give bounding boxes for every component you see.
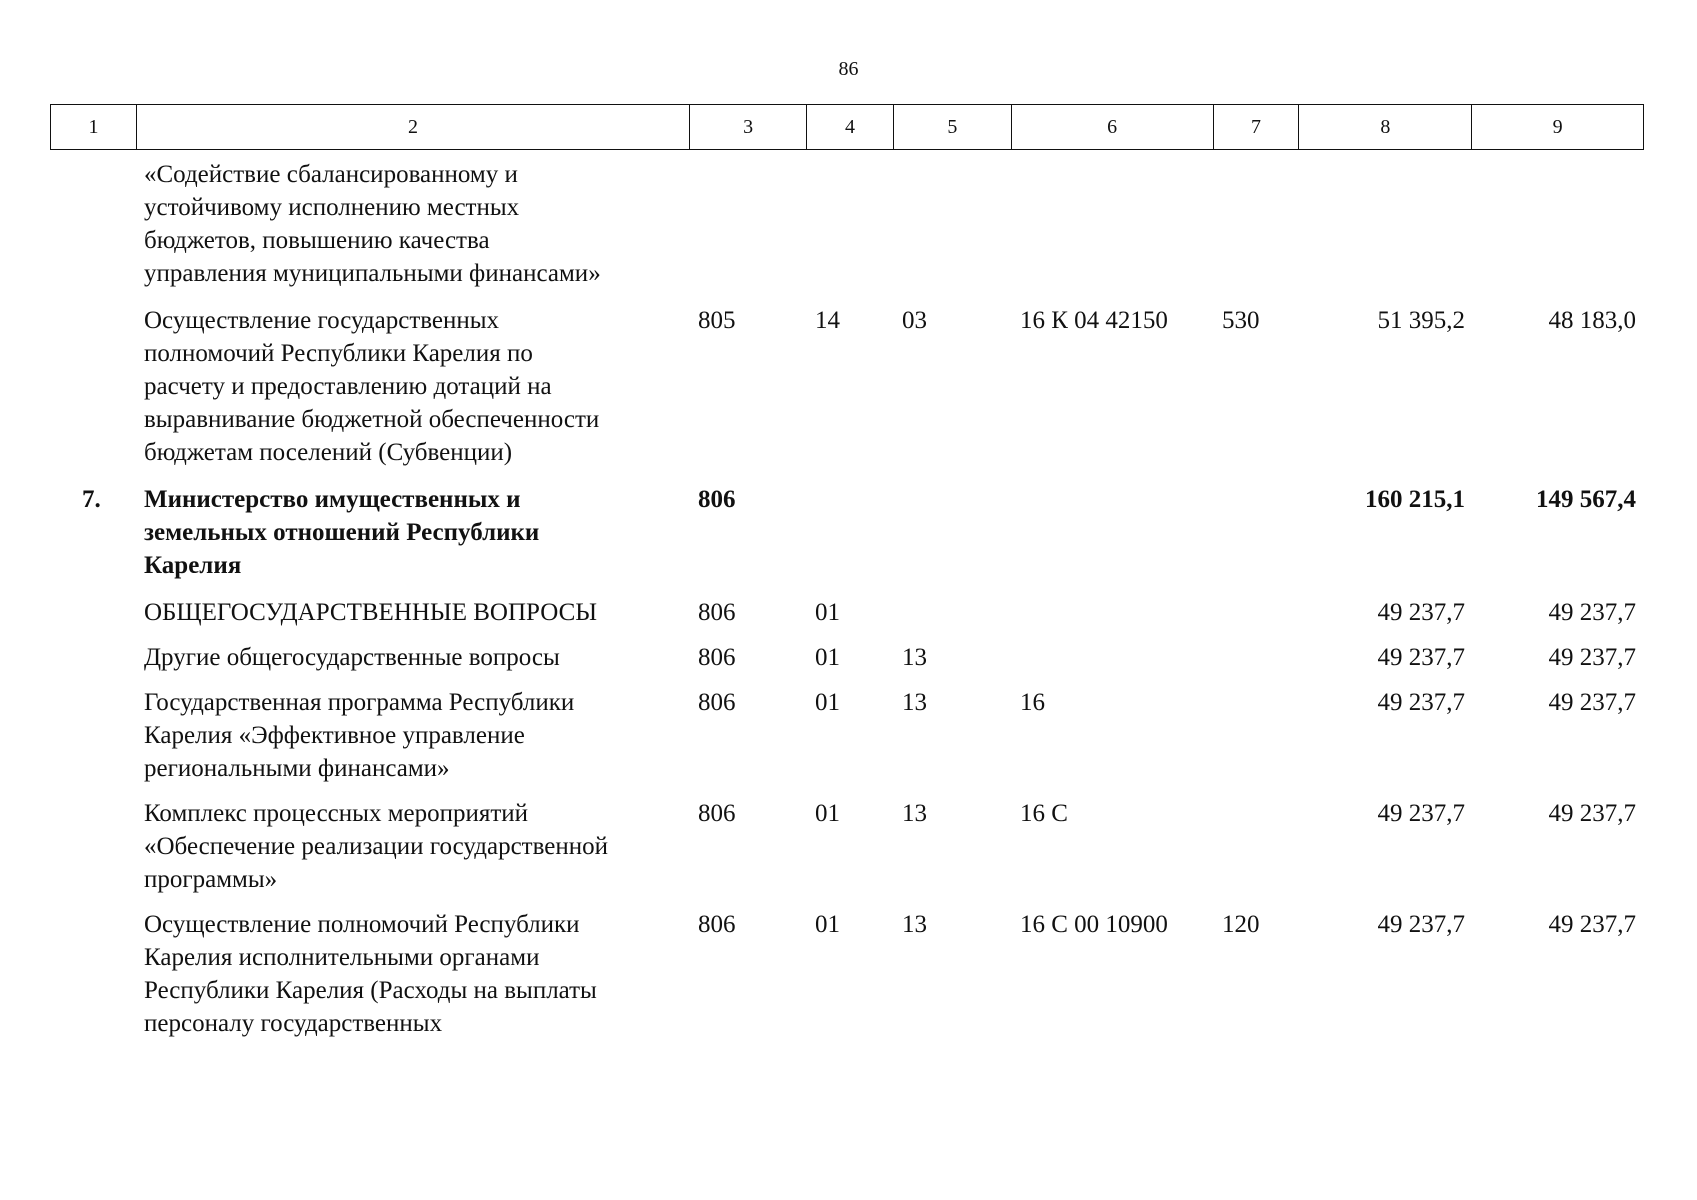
row-name: Государственная программа Республики Карелия «Эффективное управление региональными финансами» <box>144 689 575 782</box>
row-col7: 120 <box>1222 911 1260 938</box>
row-col9: 49 237,7 <box>1548 689 1636 716</box>
row-col7 <box>1214 797 1300 896</box>
row-number <box>50 908 136 1040</box>
row-col4: 01 <box>815 599 840 626</box>
row-col3: 806 <box>698 644 736 671</box>
header-cell-1: 1 <box>51 105 137 149</box>
table-row <box>50 304 1644 469</box>
row-col9 <box>1473 158 1644 290</box>
row-col3: 806 <box>698 689 736 716</box>
row-col9: 49 237,7 <box>1548 644 1636 671</box>
row-col8: 49 237,7 <box>1377 800 1465 827</box>
budget-table <box>50 104 1644 1040</box>
row-name: ОБЩЕГОСУДАРСТВЕННЫЕ ВОПРОСЫ <box>144 599 598 626</box>
table-row <box>50 641 1644 674</box>
row-col8 <box>1300 158 1473 290</box>
row-col4 <box>807 158 894 290</box>
row-col5 <box>894 483 1012 582</box>
row-col3: 806 <box>698 599 736 626</box>
row-col7 <box>1214 641 1300 674</box>
table-row <box>50 483 1644 582</box>
row-col8: 49 237,7 <box>1377 911 1465 938</box>
header-cell-5: 5 <box>894 105 1012 149</box>
row-col4: 14 <box>815 307 840 334</box>
row-col4: 01 <box>815 644 840 671</box>
row-col5: 13 <box>902 689 927 716</box>
table-body <box>50 158 1644 1040</box>
row-col6 <box>1012 158 1214 290</box>
table-row <box>50 686 1644 785</box>
row-col6: 16 <box>1020 689 1045 716</box>
row-number: 7. <box>82 486 101 513</box>
row-col6 <box>1012 641 1214 674</box>
row-col8: 160 215,1 <box>1365 486 1465 513</box>
row-col7 <box>1214 158 1300 290</box>
row-col3: 806 <box>698 911 736 938</box>
row-col3: 806 <box>698 800 736 827</box>
row-col3: 805 <box>698 307 736 334</box>
header-cell-8: 8 <box>1299 105 1472 149</box>
row-col4: 01 <box>815 689 840 716</box>
row-col8: 49 237,7 <box>1377 689 1465 716</box>
row-col5: 13 <box>902 800 927 827</box>
row-name: Министерство имущественных и земельных отношений Республики Карелия <box>144 486 540 579</box>
row-col6 <box>1012 483 1214 582</box>
header-cell-6: 6 <box>1012 105 1214 149</box>
row-col3: 806 <box>698 486 736 513</box>
row-col5: 03 <box>902 307 927 334</box>
row-col9: 49 237,7 <box>1548 599 1636 626</box>
row-name: Осуществление полномочий Республики Карелия исполнительными органами Республики Карелия (Расходы на выплаты персоналу государственных <box>144 911 597 1037</box>
header-cell-7: 7 <box>1214 105 1300 149</box>
row-col9: 48 183,0 <box>1548 307 1636 334</box>
row-number <box>50 641 136 674</box>
row-col6 <box>1012 596 1214 629</box>
row-col8: 51 395,2 <box>1377 307 1465 334</box>
header-cell-2: 2 <box>137 105 690 149</box>
row-col7 <box>1214 483 1300 582</box>
header-cell-3: 3 <box>690 105 807 149</box>
row-col9: 149 567,4 <box>1536 486 1636 513</box>
row-number <box>50 596 136 629</box>
row-col3 <box>690 158 807 290</box>
page-number: 86 <box>838 58 859 80</box>
row-col5 <box>894 158 1012 290</box>
row-col8: 49 237,7 <box>1377 644 1465 671</box>
table-row <box>50 158 1644 290</box>
row-name: Другие общегосударственные вопросы <box>144 644 560 671</box>
table-header-row <box>50 104 1644 150</box>
table-row <box>50 908 1644 1040</box>
row-col7 <box>1214 686 1300 785</box>
row-col4: 01 <box>815 800 840 827</box>
row-col9: 49 237,7 <box>1548 800 1636 827</box>
header-cell-9: 9 <box>1552 115 1563 138</box>
header-cell-4: 4 <box>807 105 894 149</box>
row-name: Осуществление государственных полномочий Республики Карелия по расчету и предоставлению дотаций на выравнивание бюджетной обеспеченности бюджетам поселений (Субвенции) <box>144 307 600 466</box>
row-number <box>50 686 136 785</box>
row-col8: 49 237,7 <box>1377 599 1465 626</box>
row-col9: 49 237,7 <box>1548 911 1636 938</box>
row-number <box>50 304 136 469</box>
row-col5: 13 <box>902 911 927 938</box>
row-col5 <box>894 596 1012 629</box>
row-col6: 16 С <box>1020 800 1068 827</box>
row-name: Комплекс процессных мероприятий «Обеспечение реализации государственной программы» <box>144 800 608 893</box>
row-number <box>50 797 136 896</box>
table-row <box>50 797 1644 896</box>
row-col7 <box>1214 596 1300 629</box>
table-row <box>50 596 1644 629</box>
row-col4: 01 <box>815 911 840 938</box>
row-col4 <box>807 483 894 582</box>
row-name: «Содействие сбалансированному и устойчивому исполнению местных бюджетов, повышению качества управления муниципальными финансами» <box>144 161 601 287</box>
row-col6: 16 С 00 10900 <box>1020 911 1168 938</box>
row-col6: 16 К 04 42150 <box>1020 307 1168 334</box>
row-col7: 530 <box>1222 307 1260 334</box>
row-col5: 13 <box>902 644 927 671</box>
row-number <box>50 158 136 290</box>
